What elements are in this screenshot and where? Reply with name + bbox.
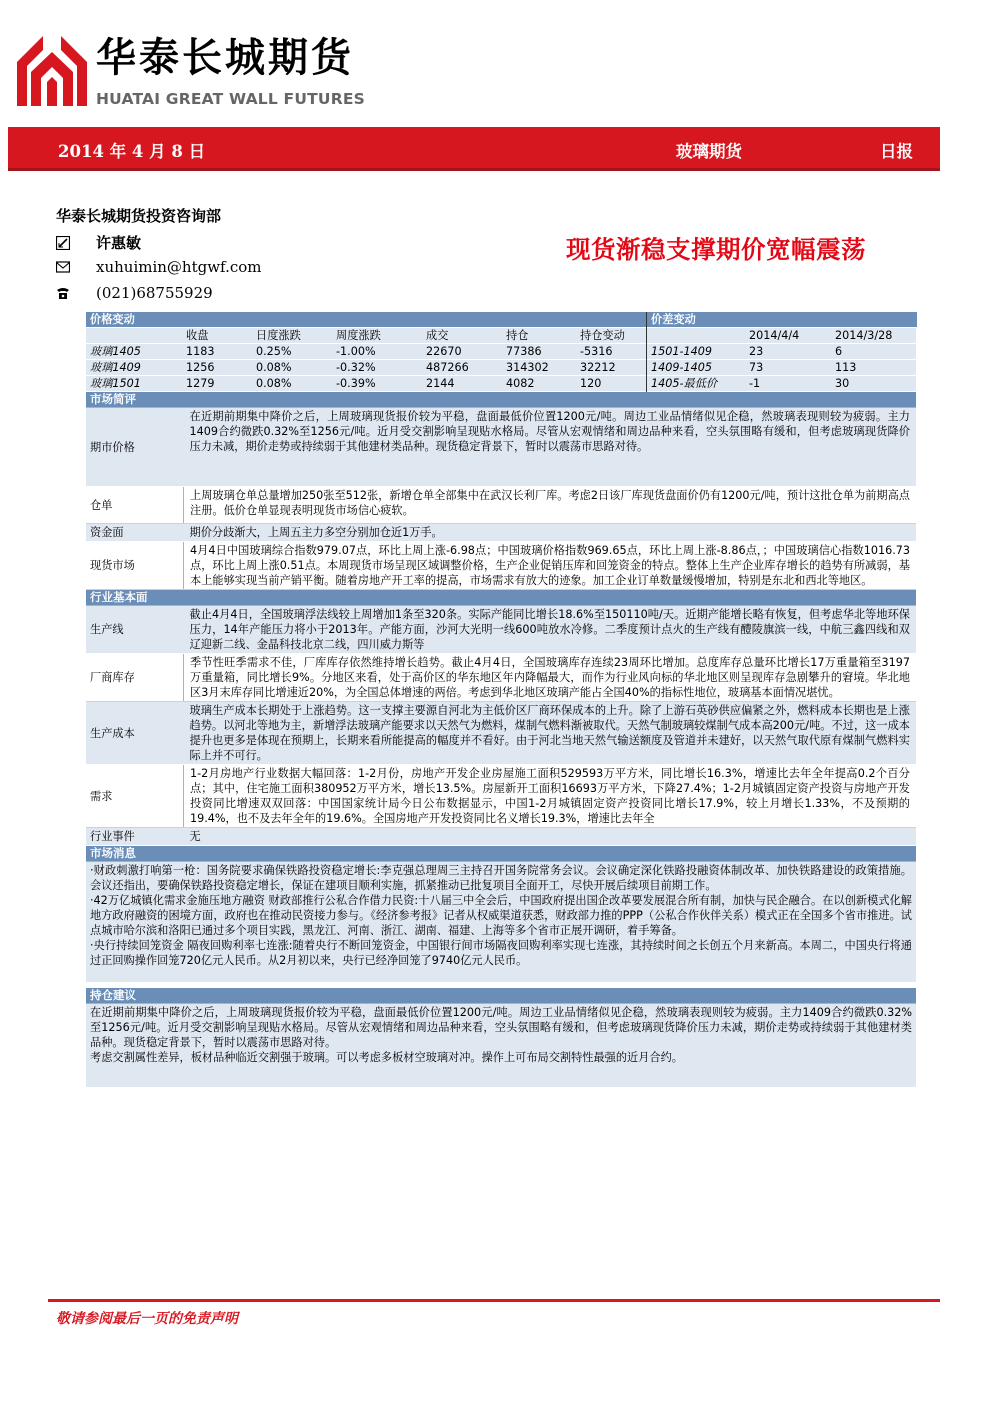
author-phone: (021)68755929 [96, 284, 213, 302]
table-row: 厂商库存 季节性旺季需求不佳，厂库库存依然维持增长趋势。截止4月4日，全国玻璃库存连续23周环比增加。总度库存总量环比增长17万重量箱至3197万重量箱，同比增长9%。分地区来看，处于高价区的华东地区年内降幅最大，而作为行业风向标的华北地区则呈现库存急剧攀升的窘境。华北地区3月末库存同比增速近20%，为全国总体增速的两倍。考虑到华北地区玻璃产能占全国40%的指标性地位，玻璃基本面情况堪忧。 [86, 654, 916, 702]
news-block [86, 862, 916, 982]
advice-title: 持仓建议 [86, 988, 916, 1004]
price-section-title: 价格变动 [86, 312, 646, 328]
table-row: 1501-1409 23 6 [647, 344, 917, 360]
logo-icon [17, 36, 87, 106]
table-row: 需求 1-2月房地产行业数据大幅回落：1-2月份，房地产开发企业房屋施工面积529593万平方米，同比增长16.3%，增速比去年全年提高0.2个百分点；其中，住宅施工面积380952万平方米，增长13.5%。房屋新开工面积16693万平方米，下降27.4%；1-2月城镇固定资产投资与房地产开发投资同比增速双双回落：中国国家统计局今日公布数据显示，中国1-2月城镇固定资产投资同比增长17.9%，较上月增长1.33%，不及预期的19.4%，也不及去年全年的19.6%。全国房地产开发投资同比名义增长19.3%，增速比去年全 [86, 765, 916, 828]
report-body [86, 312, 916, 1087]
author-email[interactable]: xuhuimin@htgwf.com [96, 258, 262, 276]
table-row: 现货市场 4月4日中国玻璃综合指数979.07点，环比上周上涨-6.98点；中国玻璃价格指数969.65点，环比上周上涨-8.86点，；中国玻璃信心指数1016.73点，环比上周上涨0.51点。本周现货市场呈现区域调整价格，生产企业促销压库和回笼资金的特点。整体上生产企业库存增长的趋势有所减弱，基本上能够实现当前产销平衡。随着房地产开工率的提高，市场需求有放大的迹象。加工企业订单数量缓慢增加，特别是东北和西北等地区。 [86, 542, 916, 590]
table-row: 资金面 期价分歧渐大，上周五主力多空分别加仓近1万手。 [86, 524, 916, 542]
spread-section-title: 价差变动 [647, 312, 917, 328]
report-date: 2014 年 4 月 8 日 [58, 142, 206, 161]
table-row: 玻璃1501 1279 0.08% -0.39% 2144 4082 120 [86, 376, 646, 392]
phone-row [56, 284, 213, 302]
table-row: 1405-最低价 -1 30 [647, 376, 917, 392]
price-header-row: 收盘 日度涨跌 周度涨跌 成交 持仓 持仓变动 [86, 328, 646, 344]
advice-paragraph: 考虑交割属性差异，板材品种临近交割强于玻璃。可以考虑多板材空玻璃对冲。操作上可布局交割特性最强的近月合约。 [90, 1051, 683, 1064]
department: 华泰长城期货投资咨询部 [56, 207, 222, 225]
brand-name-en: HUATAI GREAT WALL FUTURES [96, 90, 365, 108]
table-row: 1409-1405 73 113 [647, 360, 917, 376]
report-type: 日报 [880, 142, 913, 161]
advice-paragraph: 在近期前期集中降价之后，上周玻璃现货报价较为平稳，盘面最低价位置1200元/吨。周边工业品情绪似见企稳，然玻璃表现则较为疲弱。主力1409合约微跌0.32%至1256元/吨。近月受交割影响呈现贴水格局。尽管从宏观情绪和周边品种来看，空头氛围略有缓和，但考虑玻璃现货降价压力未减，期价走势或持续弱于其他建材类品种。现货稳定背景下，暂时以震荡市思路对待。 [90, 1006, 912, 1049]
spread-header-row: 2014/4/4 2014/3/28 [647, 328, 917, 344]
table-row: 期市价格 在近期前期集中降价之后，上周玻璃现货报价较为平稳，盘面最低价位置1200元/吨。周边工业品情绪似见企稳，然玻璃表现则较为疲弱。主力1409合约微跌0.32%至1256元/吨。近月受交割影响呈现贴水格局。尽管从宏观情绪和周边品种来看，空头氛围略有缓和，但考虑玻璃现货降价压力未减，期价走势或持续弱于其他建材类品种。现货稳定背景下，暂时以震荡市思路对待。 [86, 408, 916, 487]
market-review-title: 市场简评 [86, 392, 916, 408]
spread-table [647, 312, 917, 392]
table-row: 生产线 截止4月4日，全国玻璃浮法线较上周增加1条至320条。实际产能同比增长18.6%至150110吨/天。近期产能增长略有恢复，但考虑华北等地环保压力，14年产能压力将小于2013年。产能方面，沙河大光明一线600吨放水冷修。二季度预计点火的生产线有醴陵旗滨一线，中航三鑫四线和双辽迎新二线、金晶科技北京二线，四川威力斯等 [86, 606, 916, 654]
envelope-icon [56, 260, 70, 274]
fundamentals-table [86, 606, 916, 846]
news-item: ·财政刺激打响第一枪：国务院要求确保铁路投资稳定增长:李克强总理周三主持召开国务院常务会议。会议确定深化铁路投融资体制改革、加快铁路建设的政策措施。会议还指出，要确保铁路投资稳定增长，保证在建项目顺利实施，抓紧推动已批复项目全面开工，尽快开展后续项目前期工作。 [90, 864, 912, 892]
news-item: ·42万亿城镇化需求金施压地方融资 财政部推行公私合作借力民资:十八届三中全会后，中国政府提出国企改革要发展混合所有制，加快与民企融合。在以创新模式化解地方政府融资的困境方面，政府也在推动民资接力参与。《经济参考报》记者从权威渠道获悉，财政部力推的PPP（公私合作伙伴关系）模式正在全国多个省市推进。试点城市哈尔滨和洛阳已通过多个项目实践，黑龙江、河南、浙江、湖南、福建、上海等多个省市正展开调研，着手筹备。 [90, 894, 912, 937]
table-row: 生产成本 玻璃生产成本长期处于上涨趋势。这一支撑主要源自河北为主低价区厂商环保成本的上升。除了上游石英砂供应偏紧之外，燃料成本长期也是上涨趋势。以河北等地为主，新增浮法玻璃产能要求以天然气为燃料，煤制气燃料渐被取代。天然气制玻璃较煤制气成本高200元/吨。不过，这一成本提升也更多是体现在预期上，长期来看所能提高的幅度并不看好。由于河北当地天然气输送额度及管道并未建好，以天然气取代原有煤制气燃料实际上并不可行。 [86, 702, 916, 765]
report-product: 玻璃期货 [676, 142, 742, 161]
fundamentals-title: 行业基本面 [86, 590, 916, 606]
disclaimer-note: 敬请参阅最后一页的免责声明 [56, 1311, 238, 1327]
price-table [86, 312, 646, 392]
news-item: ·央行持续回笼资金 隔夜回购利率七连涨:随着央行不断回笼资金，中国银行间市场隔夜回购利率实现七连涨，其持续时间之长创五个月来新高。本周二，中国央行将通过正回购操作回笼720亿元人民币。从2月初以来，央行已经净回笼了9740亿元人民币。 [90, 939, 912, 967]
footer-divider [48, 1299, 940, 1302]
table-row: 仓单 上周玻璃仓单总量增加250张至512张，新增仓单全部集中在武汉长利厂库。考虑2日该厂库现货盘面价仍有1200元/吨，预计这批仓单为前期高点注册。低价仓单显现表明现货市场信心疲软。 [86, 487, 916, 524]
news-title: 市场消息 [86, 846, 916, 862]
report-headline: 现货渐稳支撑期价宽幅震荡 [566, 235, 866, 264]
price-spread-area [86, 312, 916, 392]
market-review-table [86, 408, 916, 590]
pen-icon [56, 236, 70, 250]
phone-icon [56, 286, 70, 300]
author-row [56, 232, 141, 253]
table-row: 行业事件 无 [86, 828, 916, 846]
advice-block [86, 1004, 916, 1087]
table-row: 玻璃1409 1256 0.08% -0.32% 487266 314302 32212 [86, 360, 646, 376]
header-band [8, 127, 940, 171]
brand-name-cn: 华泰长城期货 [96, 35, 354, 81]
email-row [56, 258, 262, 276]
table-row: 玻璃1405 1183 0.25% -1.00% 22670 77386 -5316 [86, 344, 646, 360]
author-name: 许惠敏 [96, 234, 142, 252]
